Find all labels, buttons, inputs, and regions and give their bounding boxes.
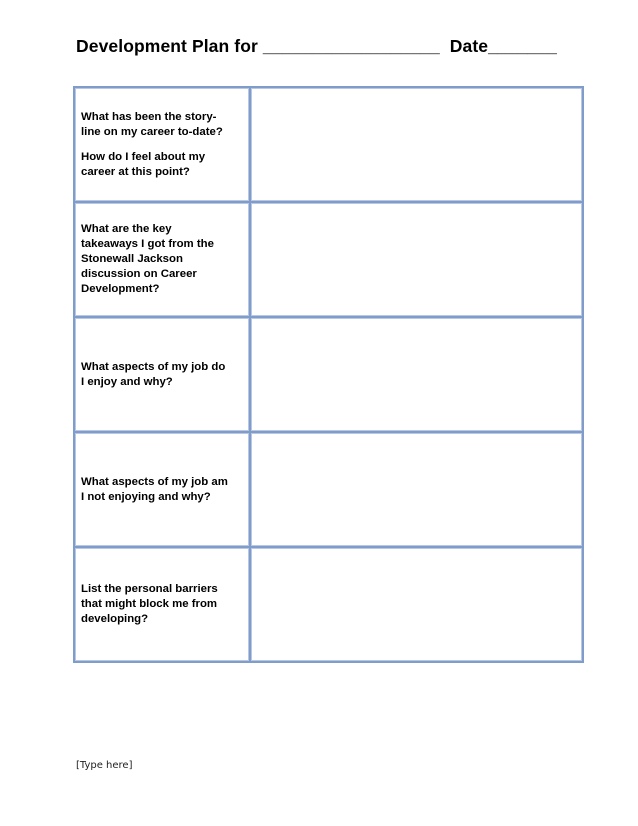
footer-placeholder[interactable]: [Type here] <box>76 760 133 771</box>
question-text: What are the key takeaways I got from the Stonewall Jackson discussion on Career Development? <box>81 223 214 295</box>
table-row <box>74 202 583 317</box>
table-row <box>74 87 583 202</box>
question-cell <box>74 87 250 202</box>
question-spacer <box>81 140 244 150</box>
development-plan-table <box>73 86 584 663</box>
answer-area[interactable] <box>251 203 582 316</box>
table-row <box>74 317 583 432</box>
question-text: What aspects of my job am I not enjoying and why? <box>81 475 228 503</box>
question-text: What aspects of my job do I enjoy and why? <box>81 360 226 388</box>
answer-area[interactable] <box>251 318 582 431</box>
question-cell <box>74 547 250 662</box>
answer-area[interactable] <box>251 88 582 201</box>
table-row <box>74 432 583 547</box>
question-cell-content <box>75 203 249 316</box>
table-row <box>74 547 583 662</box>
answer-cell[interactable] <box>250 432 583 547</box>
document-title: Development Plan for __________________ Date_______ <box>76 36 557 56</box>
question-cell-content <box>75 433 249 546</box>
answer-cell[interactable] <box>250 547 583 662</box>
answer-cell[interactable] <box>250 317 583 432</box>
answer-cell[interactable] <box>250 202 583 317</box>
question-cell-content <box>75 88 249 201</box>
question-text-secondary: How do I feel about my career at this point? <box>81 150 206 178</box>
question-cell <box>74 202 250 317</box>
question-cell-content <box>75 318 249 431</box>
question-text: List the personal barriers that might block me from developing? <box>81 583 218 625</box>
answer-area[interactable] <box>251 433 582 546</box>
question-cell <box>74 432 250 547</box>
question-text: What has been the story- line on my career to-date? <box>81 110 223 138</box>
answer-cell[interactable] <box>250 87 583 202</box>
question-cell-content <box>75 548 249 661</box>
question-cell <box>74 317 250 432</box>
answer-area[interactable] <box>251 548 582 661</box>
